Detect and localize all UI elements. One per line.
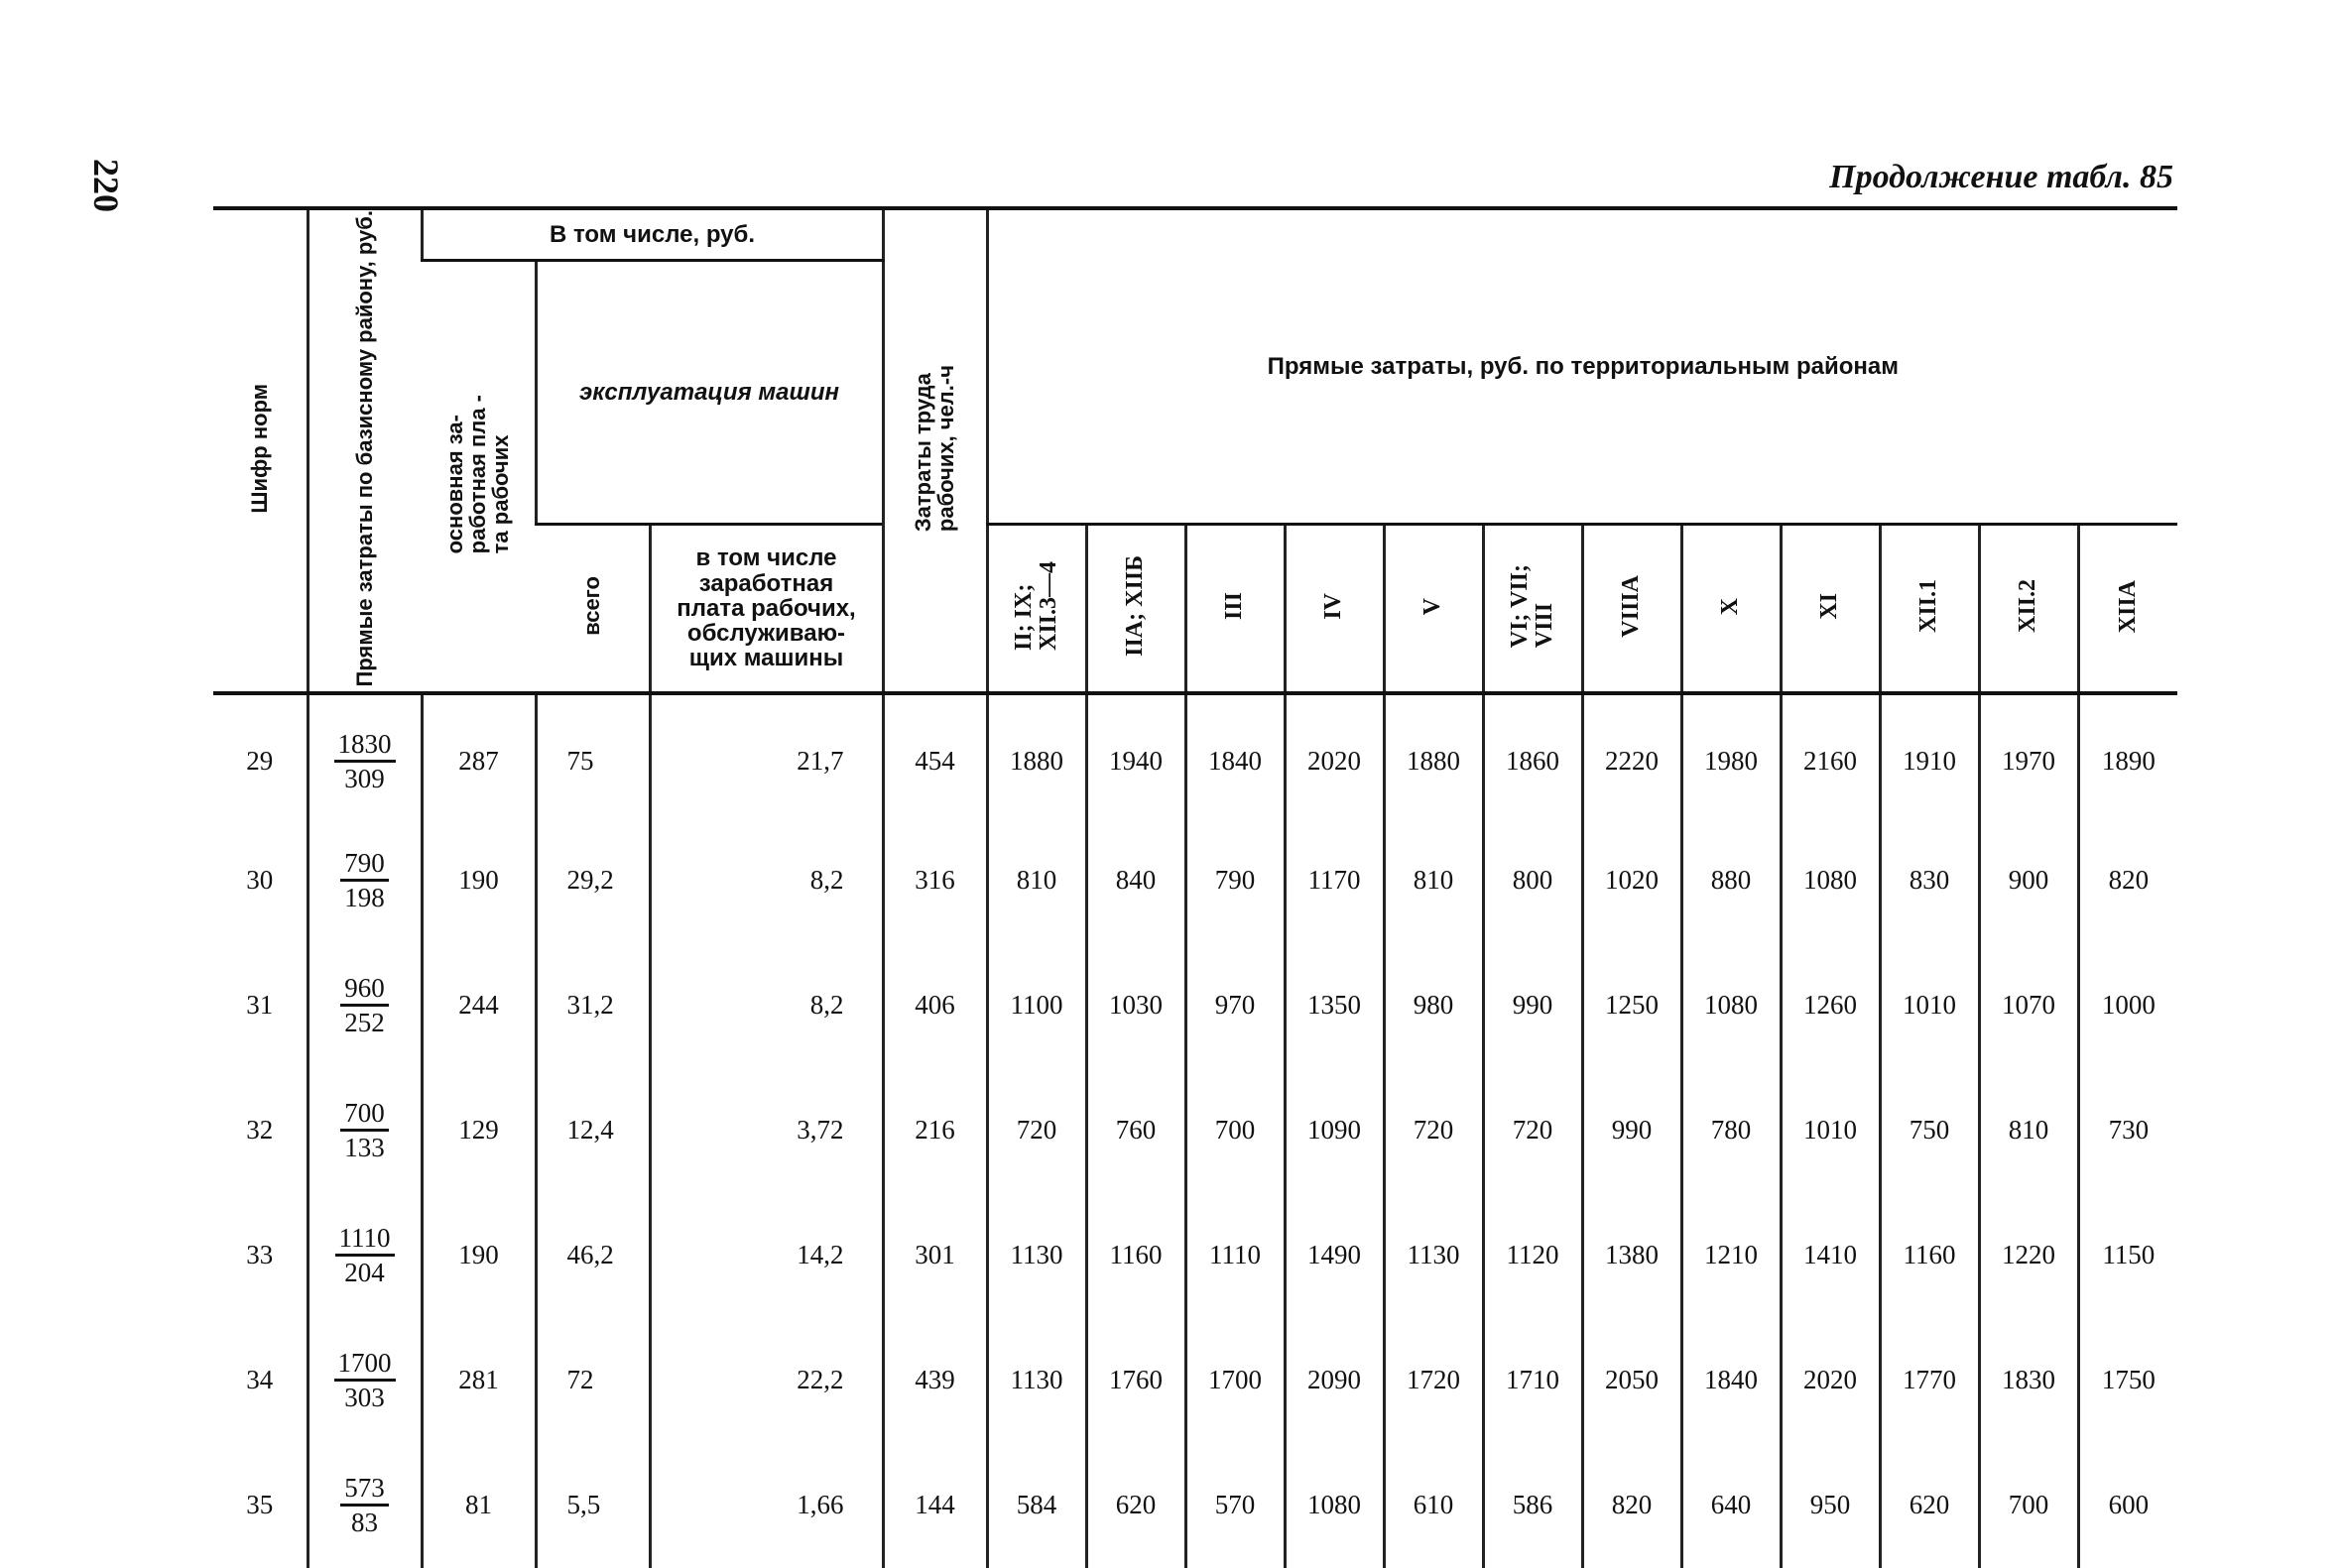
cell-region-cost: 1380 <box>1582 1193 1681 1318</box>
cell-region-cost: 700 <box>1185 1068 1285 1193</box>
cell-region-cost: 1720 <box>1384 1318 1483 1443</box>
header-machine-operation: эксплуатация машин <box>536 260 883 525</box>
cell-region-cost: 1410 <box>1781 1193 1880 1318</box>
table-row <box>213 693 2177 818</box>
cell-region-cost: 1860 <box>1483 693 1582 818</box>
header-region: V <box>1384 525 1483 693</box>
cell-machines-wage: 8,2 <box>650 943 883 1068</box>
cell-region-cost: 790 <box>1185 818 1285 943</box>
cell-region-cost: 584 <box>987 1443 1086 1568</box>
fraction-numerator: 1830 <box>334 728 396 763</box>
cell-base-wage: 81 <box>422 1443 536 1568</box>
cost-fraction <box>334 728 396 795</box>
cell-region-cost: 1490 <box>1285 1193 1384 1318</box>
table-row <box>213 1193 2177 1318</box>
cell-region-cost: 970 <box>1185 943 1285 1068</box>
cell-region-cost: 1980 <box>1681 693 1781 818</box>
cell-direct-cost-base <box>308 943 422 1068</box>
header-direct-cost-base: Прямые затраты по базисному району, руб. <box>308 208 422 693</box>
fraction-numerator: 790 <box>340 847 389 882</box>
cell-code: 29 <box>246 746 274 777</box>
cell-region-cost: 620 <box>1880 1443 1979 1568</box>
cell-region-cost: 1260 <box>1781 943 1880 1068</box>
header-region: VI; VII; VIII <box>1483 525 1582 693</box>
cell-machines-wage: 8,2 <box>650 818 883 943</box>
cell-region-cost: 720 <box>1483 1068 1582 1193</box>
cell-code: 30 <box>246 865 274 896</box>
cell-region-cost: 1030 <box>1086 943 1185 1068</box>
cell-code: 35 <box>246 1490 274 1520</box>
table-row <box>213 1318 2177 1443</box>
cell-machines-total: 5,5 <box>536 1443 650 1568</box>
fraction-numerator: 700 <box>340 1097 389 1132</box>
header-region: III <box>1185 525 1285 693</box>
cell-region-cost: 640 <box>1681 1443 1781 1568</box>
cell-code: 33 <box>246 1240 274 1270</box>
cell-region-cost: 1160 <box>1086 1193 1185 1318</box>
cell-machines-wage: 14,2 <box>650 1193 883 1318</box>
fraction-numerator: 960 <box>340 972 389 1007</box>
cell-region-cost: 1160 <box>1880 1193 1979 1318</box>
cell-region-cost: 750 <box>1880 1068 1979 1193</box>
table-row <box>213 1068 2177 1193</box>
cell-machines-wage: 3,72 <box>650 1068 883 1193</box>
cell-region-cost: 1080 <box>1285 1443 1384 1568</box>
header-region: II; IX; XII.3—4 <box>987 525 1086 693</box>
cell-region-cost: 1940 <box>1086 693 1185 818</box>
cell-region-cost: 1170 <box>1285 818 1384 943</box>
cell-direct-cost-base <box>308 1068 422 1193</box>
cell-region-cost: 1890 <box>2078 693 2177 818</box>
cell-labor-cost: 301 <box>883 1193 987 1318</box>
cell-base-wage: 190 <box>422 1193 536 1318</box>
header-region: VIIIA <box>1582 525 1681 693</box>
cell-labor-cost: 216 <box>883 1068 987 1193</box>
cell-region-cost: 1760 <box>1086 1318 1185 1443</box>
cell-region-cost: 980 <box>1384 943 1483 1068</box>
cell-region-cost: 1880 <box>987 693 1086 818</box>
cell-region-cost: 1750 <box>2078 1318 2177 1443</box>
cell-code: 34 <box>246 1365 274 1395</box>
cell-region-cost: 2020 <box>1285 693 1384 818</box>
cost-fraction <box>340 1097 389 1164</box>
cell-region-cost: 810 <box>987 818 1086 943</box>
cell-code: 32 <box>246 1115 274 1146</box>
header-region: XIIA <box>2078 525 2177 693</box>
cell-region-cost: 810 <box>1979 1068 2078 1193</box>
fraction-denominator: 252 <box>344 1008 385 1038</box>
cell-region-cost: 1880 <box>1384 693 1483 818</box>
cell-region-cost: 1350 <box>1285 943 1384 1068</box>
fraction-denominator: 204 <box>344 1258 385 1288</box>
cost-fraction <box>334 1347 396 1414</box>
cell-region-cost: 990 <box>1582 1068 1681 1193</box>
cell-region-cost: 620 <box>1086 1443 1185 1568</box>
fraction-denominator: 198 <box>344 883 385 913</box>
cell-region-cost: 720 <box>1384 1068 1483 1193</box>
cell-code: 31 <box>246 990 274 1021</box>
cell-region-cost: 1840 <box>1681 1318 1781 1443</box>
cell-region-cost: 610 <box>1384 1443 1483 1568</box>
fraction-numerator: 1110 <box>335 1222 395 1257</box>
cell-labor-cost: 454 <box>883 693 987 818</box>
cell-region-cost: 1910 <box>1880 693 1979 818</box>
cell-region-cost: 1210 <box>1681 1193 1781 1318</box>
page-number: 220 <box>86 159 126 212</box>
header-region: XII.2 <box>1979 525 2078 693</box>
cell-direct-cost-base <box>308 1443 422 1568</box>
cell-region-cost: 1770 <box>1880 1318 1979 1443</box>
cell-region-cost: 1080 <box>1781 818 1880 943</box>
cell-region-cost: 1000 <box>2078 943 2177 1068</box>
cell-machines-total: 46,2 <box>536 1193 650 1318</box>
cell-machines-total: 72 <box>536 1318 650 1443</box>
cost-fraction <box>340 847 389 914</box>
header-region: IV <box>1285 525 1384 693</box>
header-code: Шифр норм <box>213 208 308 693</box>
cell-region-cost: 880 <box>1681 818 1781 943</box>
cell-region-cost: 1130 <box>1384 1193 1483 1318</box>
cell-region-cost: 840 <box>1086 818 1185 943</box>
cell-region-cost: 760 <box>1086 1068 1185 1193</box>
cell-machines-total: 29,2 <box>536 818 650 943</box>
cell-region-cost: 730 <box>2078 1068 2177 1193</box>
fraction-denominator: 83 <box>351 1508 378 1538</box>
cell-region-cost: 1220 <box>1979 1193 2078 1318</box>
cell-region-cost: 820 <box>2078 818 2177 943</box>
table-body <box>213 693 2177 1568</box>
cell-region-cost: 2090 <box>1285 1318 1384 1443</box>
header-labor-cost: Затраты труда рабочих, чел.-ч <box>883 208 987 693</box>
cell-base-wage: 129 <box>422 1068 536 1193</box>
cell-region-cost: 800 <box>1483 818 1582 943</box>
header-region: XI <box>1781 525 1880 693</box>
header-region: XII.1 <box>1880 525 1979 693</box>
cell-region-cost: 1100 <box>987 943 1086 1068</box>
cell-region-cost: 780 <box>1681 1068 1781 1193</box>
cell-region-cost: 1010 <box>1880 943 1979 1068</box>
header-regions-title: Прямые затраты, руб. по территориальным районам <box>987 208 2177 525</box>
fraction-numerator: 573 <box>340 1472 389 1507</box>
cell-region-cost: 1090 <box>1285 1068 1384 1193</box>
cell-region-cost: 586 <box>1483 1443 1582 1568</box>
cell-region-cost: 950 <box>1781 1443 1880 1568</box>
cell-machines-wage: 1,66 <box>650 1443 883 1568</box>
fraction-denominator: 133 <box>344 1133 385 1163</box>
cell-region-cost: 1080 <box>1681 943 1781 1068</box>
cell-region-cost: 990 <box>1483 943 1582 1068</box>
table-continuation-caption: Продолжение табл. 85 <box>1829 159 2173 195</box>
header-machines-total: всего <box>536 525 650 693</box>
cell-region-cost: 2020 <box>1781 1318 1880 1443</box>
cell-base-wage: 190 <box>422 818 536 943</box>
cell-region-cost: 1130 <box>987 1193 1086 1318</box>
cell-region-cost: 1250 <box>1582 943 1681 1068</box>
cell-region-cost: 2220 <box>1582 693 1681 818</box>
cell-region-cost: 720 <box>987 1068 1086 1193</box>
cell-region-cost: 1710 <box>1483 1318 1582 1443</box>
table-row <box>213 1443 2177 1568</box>
cell-direct-cost-base <box>308 1193 422 1318</box>
cell-region-cost: 810 <box>1384 818 1483 943</box>
cell-region-cost: 1010 <box>1781 1068 1880 1193</box>
cell-labor-cost: 406 <box>883 943 987 1068</box>
cell-region-cost: 1970 <box>1979 693 2078 818</box>
header-base-wage: основная за- работная пла - та рабочих <box>422 260 536 693</box>
cell-machines-total: 75 <box>536 693 650 818</box>
cell-region-cost: 900 <box>1979 818 2078 943</box>
cell-direct-cost-base <box>308 818 422 943</box>
cell-base-wage: 244 <box>422 943 536 1068</box>
fraction-numerator: 1700 <box>334 1347 396 1382</box>
cell-machines-total: 31,2 <box>536 943 650 1068</box>
cell-region-cost: 1110 <box>1185 1193 1285 1318</box>
cell-region-cost: 2160 <box>1781 693 1880 818</box>
table-header <box>213 208 2177 693</box>
cell-base-wage: 281 <box>422 1318 536 1443</box>
cell-machines-wage: 22,2 <box>650 1318 883 1443</box>
cell-region-cost: 830 <box>1880 818 1979 943</box>
header-region: X <box>1681 525 1781 693</box>
cell-region-cost: 2050 <box>1582 1318 1681 1443</box>
cell-direct-cost-base <box>308 1318 422 1443</box>
cell-region-cost: 1120 <box>1483 1193 1582 1318</box>
cell-region-cost: 700 <box>1979 1443 2078 1568</box>
cost-fraction <box>340 972 389 1039</box>
cell-labor-cost: 439 <box>883 1318 987 1443</box>
cell-region-cost: 1150 <box>2078 1193 2177 1318</box>
header-region: IIA; XIIБ <box>1086 525 1185 693</box>
cell-region-cost: 1840 <box>1185 693 1285 818</box>
cell-base-wage: 287 <box>422 693 536 818</box>
header-operators-wage: в том числе заработная плата рабочих, обслуживаю- щих машины <box>650 525 883 693</box>
table-row <box>213 943 2177 1068</box>
cell-region-cost: 1830 <box>1979 1318 2078 1443</box>
cell-region-cost: 1130 <box>987 1318 1086 1443</box>
cost-fraction <box>335 1222 395 1289</box>
cell-region-cost: 820 <box>1582 1443 1681 1568</box>
cell-machines-total: 12,4 <box>536 1068 650 1193</box>
cell-region-cost: 1700 <box>1185 1318 1285 1443</box>
cell-region-cost: 570 <box>1185 1443 1285 1568</box>
cell-region-cost: 1070 <box>1979 943 2078 1068</box>
cell-labor-cost: 316 <box>883 818 987 943</box>
cell-labor-cost: 144 <box>883 1443 987 1568</box>
fraction-denominator: 303 <box>344 1383 385 1413</box>
cell-region-cost: 1020 <box>1582 818 1681 943</box>
cost-fraction <box>340 1472 389 1539</box>
table-row <box>213 818 2177 943</box>
header-including: В том числе, руб. <box>422 208 883 260</box>
fraction-denominator: 309 <box>344 764 385 794</box>
cell-region-cost: 600 <box>2078 1443 2177 1568</box>
cell-direct-cost-base <box>308 693 422 818</box>
cost-table <box>213 206 2177 1568</box>
cell-machines-wage: 21,7 <box>650 693 883 818</box>
